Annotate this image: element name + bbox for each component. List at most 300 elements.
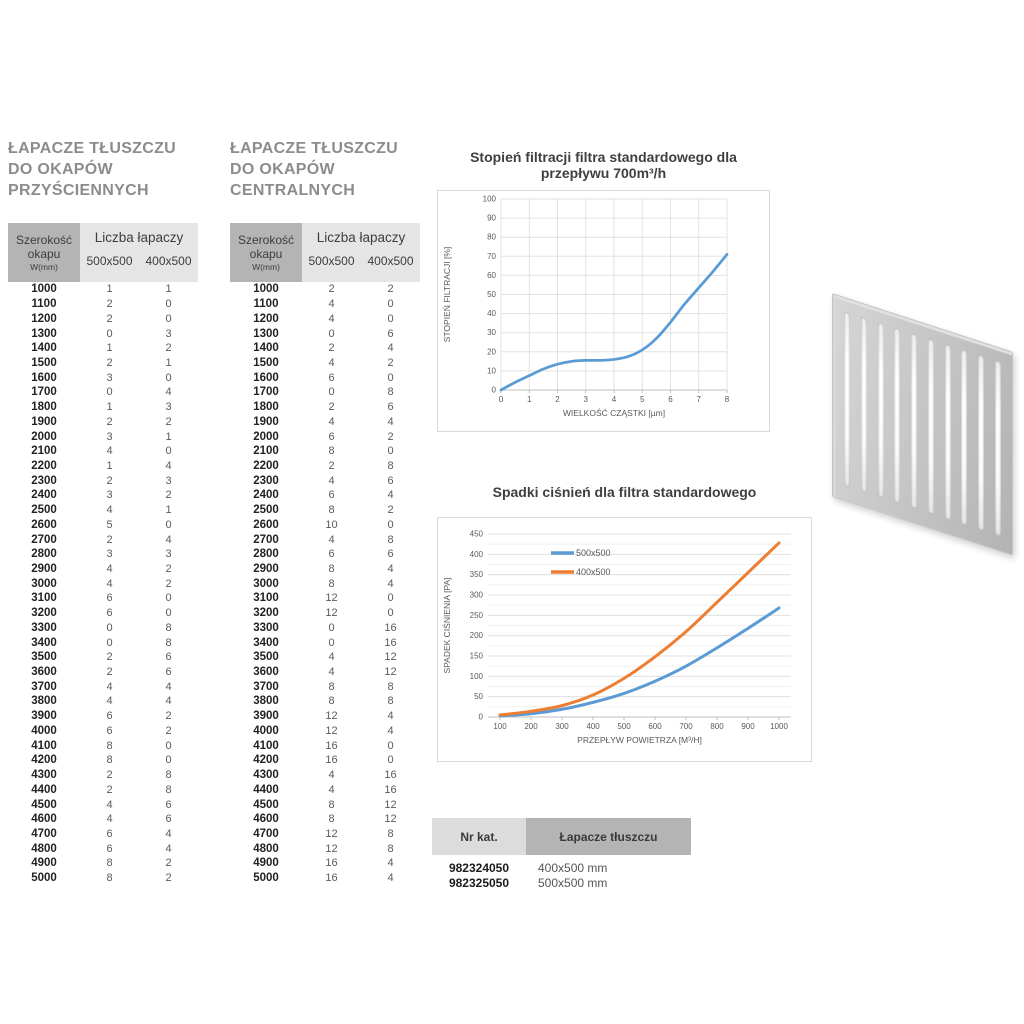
catcher-count-cell: 16: [384, 621, 397, 634]
table-row: [8, 856, 198, 871]
table-row: [8, 621, 198, 636]
svg-text:4: 4: [611, 395, 617, 404]
catcher-count-cell: 0: [387, 754, 394, 767]
hood-width-cell: 4500: [31, 798, 57, 811]
hood-width-cell: 4300: [31, 769, 57, 782]
table-row: [8, 576, 198, 591]
filter-baffle-slot: [894, 327, 900, 504]
table-row: [8, 797, 198, 812]
hood-width-cell: 1000: [31, 283, 57, 296]
text-line: 500x500: [86, 254, 133, 268]
catcher-count-cell: 4: [106, 563, 113, 576]
hood-width-cell: 1600: [253, 371, 279, 384]
catcher-count-cell: 12: [325, 724, 338, 737]
svg-text:350: 350: [469, 570, 483, 580]
catcher-count-cell: 16: [325, 739, 338, 752]
catcher-count-cell: 12: [325, 607, 338, 620]
catcher-count-cell: 0: [165, 518, 172, 531]
text-line: okapu: [249, 246, 283, 261]
chart1-svg: [438, 191, 769, 431]
hood-width-cell: 2200: [31, 459, 57, 472]
hood-width-cell: 3300: [253, 621, 279, 634]
catalog-number-table: [432, 818, 691, 890]
table-row: [8, 635, 198, 650]
catcher-size: 400x500 mm: [538, 860, 608, 875]
catcher-count-cell: 8: [106, 739, 113, 752]
svg-text:200: 200: [469, 631, 483, 641]
catcher-count-cell: 2: [165, 710, 172, 723]
hood-width-cell: 1500: [31, 356, 57, 369]
catcher-count-cell: 12: [384, 798, 397, 811]
hood-width-cell: 4600: [31, 813, 57, 826]
catcher-count-cell: 12: [325, 842, 338, 855]
table-row: [230, 871, 420, 886]
catcher-count-cell: 6: [387, 401, 394, 414]
catcher-count-cell: 8: [387, 386, 394, 399]
table-row: [8, 473, 198, 488]
table-central-hoods-title: [230, 138, 420, 201]
hood-width-cell: 1400: [31, 342, 57, 355]
catcher-count-cell: 1: [165, 283, 172, 296]
catcher-count-cell: 2: [106, 783, 113, 796]
table-row: [8, 782, 198, 797]
table-row: [230, 665, 420, 680]
catcher-count-cell: 8: [165, 783, 172, 796]
catalog-number-header: Nr kat.: [432, 818, 526, 855]
catcher-count-cell: 0: [165, 312, 172, 325]
hood-width-cell: 2300: [253, 474, 279, 487]
text-line: ŁAPACZE TŁUSZCZU: [8, 140, 177, 157]
table-row: [8, 665, 198, 680]
hood-width-cell: 1700: [253, 386, 279, 399]
table-row: [230, 591, 420, 606]
table-row: [230, 709, 420, 724]
catcher-count-cell: 8: [328, 577, 335, 590]
catcher-count-cell: 1: [165, 504, 172, 517]
table-central-hoods-header: [230, 223, 420, 282]
table-row: [230, 518, 420, 533]
table-central-hoods: [230, 138, 420, 885]
hood-width-cell: 3500: [253, 651, 279, 664]
text-line: 400x500: [367, 254, 414, 268]
catcher-count-cell: 4: [328, 356, 335, 369]
hood-width-cell: 1900: [31, 415, 57, 428]
text-line: W(mm): [30, 261, 58, 272]
table-row: [230, 650, 420, 665]
hood-width-cell: 1100: [31, 298, 57, 311]
catcher-count-cell: 1: [106, 283, 113, 296]
catcher-count-cell: 12: [384, 651, 397, 664]
table-row: [230, 297, 420, 312]
catcher-count-cell: 2: [165, 415, 172, 428]
catcher-count-cell: 2: [328, 459, 335, 472]
catcher-count-cell: 2: [328, 283, 335, 296]
catcher-count-cell: 4: [387, 489, 394, 502]
table-row: [230, 547, 420, 562]
catcher-count-cell: 2: [328, 342, 335, 355]
catcher-count-cell: 1: [165, 356, 172, 369]
catcher-count-cell: 1: [106, 342, 113, 355]
catcher-count-cell: 0: [328, 636, 335, 649]
table-row: [230, 738, 420, 753]
catcher-count-cell: 2: [106, 356, 113, 369]
hood-width-cell: 2400: [31, 489, 57, 502]
hood-width-cell: 4700: [253, 827, 279, 840]
baffle-grease-filter-image: [832, 293, 1013, 556]
table-row: [8, 503, 198, 518]
catcher-count-cell: 0: [165, 592, 172, 605]
table-row: [8, 444, 198, 459]
catcher-count-cell: 6: [165, 666, 172, 679]
svg-text:80: 80: [487, 232, 496, 242]
hood-width-cell: 3100: [31, 592, 57, 605]
hood-width-cell: 1400: [253, 342, 279, 355]
catcher-count-cell: 0: [106, 386, 113, 399]
catcher-count-cell: 4: [387, 415, 394, 428]
hood-width-cell: 3800: [31, 695, 57, 708]
svg-text:0: 0: [491, 385, 496, 395]
svg-text:90: 90: [487, 213, 496, 223]
hood-width-cell: 1200: [253, 312, 279, 325]
catcher-count-cell: 0: [165, 754, 172, 767]
hood-width-cell: 1100: [253, 298, 279, 311]
table-row: [230, 459, 420, 474]
catcher-count-cell: 12: [384, 813, 397, 826]
catcher-count-cell: 4: [106, 695, 113, 708]
table-row: [8, 370, 198, 385]
catcher-count-cell: 6: [106, 842, 113, 855]
hood-width-cell: 4400: [31, 783, 57, 796]
hood-width-cell: 4400: [253, 783, 279, 796]
catcher-count-cell: 2: [165, 489, 172, 502]
catcher-count-cell: 0: [106, 327, 113, 340]
catcher-count-cell: 4: [328, 533, 335, 546]
catcher-count-cell: 8: [387, 680, 394, 693]
table-row: [230, 812, 420, 827]
catcher-size: 500x500 mm: [538, 875, 608, 890]
table-row: [230, 400, 420, 415]
table-row: [230, 562, 420, 577]
catcher-count-cell: 5: [106, 518, 113, 531]
catcher-count-cell: 8: [328, 445, 335, 458]
table-row: [8, 385, 198, 400]
svg-text:50: 50: [474, 692, 483, 702]
table-row: [230, 679, 420, 694]
text-line: Szerokość: [15, 232, 73, 247]
catcher-count-cell: 16: [384, 636, 397, 649]
svg-text:0: 0: [478, 712, 483, 722]
catcher-count-cell: 4: [106, 504, 113, 517]
catcher-count-cell: 8: [387, 533, 394, 546]
catcher-count-cell: 4: [106, 813, 113, 826]
catcher-count-group-label: Liczba łapaczy: [94, 230, 184, 245]
hood-width-cell: 2300: [31, 474, 57, 487]
table-row: [8, 341, 198, 356]
table-row: [230, 385, 420, 400]
catcher-count-cell: 4: [387, 710, 394, 723]
catcher-count-cell: 6: [328, 489, 335, 502]
catcher-count-cell: 8: [328, 813, 335, 826]
hood-width-cell: 3400: [253, 636, 279, 649]
table-row: [230, 724, 420, 739]
catcher-count-cell: 6: [165, 813, 172, 826]
svg-text:0: 0: [498, 395, 504, 404]
hood-width-cell: 1800: [253, 401, 279, 414]
catcher-count-cell: 2: [387, 283, 394, 296]
catcher-count-cell: 6: [165, 798, 172, 811]
svg-text:100: 100: [482, 194, 496, 204]
hood-width-cell: 1600: [31, 371, 57, 384]
hood-width-cell: 1800: [31, 401, 57, 414]
catcher-count-cell: 4: [328, 312, 335, 325]
catcher-count-cell: 12: [325, 710, 338, 723]
catcher-count-cell: 12: [384, 666, 397, 679]
catcher-count-cell: 8: [328, 680, 335, 693]
catcher-count-cell: 2: [165, 724, 172, 737]
svg-text:50: 50: [487, 290, 496, 299]
catcher-count-cell: 2: [106, 312, 113, 325]
catcher-count-cell: 0: [165, 298, 172, 311]
table-row: [8, 812, 198, 827]
catcher-count-cell: 4: [387, 872, 394, 885]
catcher-count-cell: 4: [328, 474, 335, 487]
table-row: [8, 724, 198, 739]
catcher-count-cell: 1: [106, 401, 113, 414]
svg-text:800: 800: [710, 722, 724, 731]
catcher-count-cell: 4: [387, 563, 394, 576]
svg-text:5: 5: [640, 395, 645, 404]
table-row: [230, 621, 420, 636]
svg-text:200: 200: [524, 722, 538, 731]
catcher-count-cell: 8: [165, 636, 172, 649]
hood-width-cell: 3500: [31, 651, 57, 664]
hood-width-cell: 1900: [253, 415, 279, 428]
hood-width-cell: 3200: [31, 607, 57, 620]
svg-text:1000: 1000: [770, 722, 788, 731]
catcher-count-cell: 2: [106, 415, 113, 428]
hood-width-cell: 2900: [31, 563, 57, 576]
catcher-count-cell: 2: [106, 666, 113, 679]
text-line: 400x500: [145, 254, 192, 268]
table-row: [8, 414, 198, 429]
table-row: [230, 282, 420, 297]
hood-width-cell: 2100: [31, 445, 57, 458]
catcher-count-cell: 2: [387, 504, 394, 517]
text-line: ŁAPACZE TŁUSZCZU: [230, 140, 399, 157]
filtration-chart: [437, 190, 770, 432]
table-row: [230, 797, 420, 812]
hood-width-cell: 3200: [253, 607, 279, 620]
catcher-count-cell: 0: [165, 371, 172, 384]
catcher-count-cell: 0: [387, 607, 394, 620]
catcher-count-cell: 4: [387, 857, 394, 870]
chart2-svg: [438, 518, 811, 761]
table-row: [230, 341, 420, 356]
svg-text:SPADEK CIŚNIENIA [PA]: SPADEK CIŚNIENIA [PA]: [442, 577, 452, 674]
catcher-count-cell: 0: [328, 386, 335, 399]
catcher-count-cell: 2: [106, 298, 113, 311]
table-row: [8, 547, 198, 562]
hood-width-cell: 4100: [253, 739, 279, 752]
table-row: [8, 841, 198, 856]
hood-width-cell: 3000: [253, 577, 279, 590]
hood-width-cell: 4900: [31, 857, 57, 870]
catcher-count-cell: 8: [165, 621, 172, 634]
catcher-count-cell: 8: [328, 504, 335, 517]
hood-width-cell: 2500: [31, 504, 57, 517]
catalog-table-rows: [432, 860, 691, 890]
hood-width-cell: 3300: [31, 621, 57, 634]
filtration-chart-title: Stopień filtracji filtra standardowego dla przepływu 700m³/h: [470, 149, 737, 181]
hood-width-cell: 2900: [253, 563, 279, 576]
table-row: [230, 473, 420, 488]
hood-width-cell: 4800: [31, 842, 57, 855]
catalog-table-header: [432, 818, 691, 855]
catcher-count-cell: 4: [165, 827, 172, 840]
hood-width-cell: 4300: [253, 769, 279, 782]
hood-width-cell: 2600: [31, 518, 57, 531]
catcher-count-cell: 4: [328, 769, 335, 782]
svg-text:60: 60: [487, 270, 496, 280]
table-row: [8, 753, 198, 768]
catcher-count-cell: 6: [328, 430, 335, 443]
svg-text:8: 8: [724, 395, 730, 404]
table-row: [8, 459, 198, 474]
filter-baffle-slot: [861, 316, 867, 493]
table-row: [8, 768, 198, 783]
filter-baffle-slot: [978, 354, 984, 531]
filter-baffle-slot: [961, 349, 967, 526]
hood-width-cell: 4200: [253, 754, 279, 767]
table-row: [8, 282, 198, 297]
table-row: [230, 356, 420, 371]
svg-text:900: 900: [741, 722, 755, 731]
hood-width-cell: 1700: [31, 386, 57, 399]
col-hood-width-header: [230, 223, 302, 282]
svg-text:100: 100: [493, 722, 507, 731]
catcher-count-cell: 2: [165, 857, 172, 870]
table-row: [230, 488, 420, 503]
catcher-count-cell: 2: [165, 342, 172, 355]
catcher-count-cell: 0: [165, 739, 172, 752]
table-wall-hoods: [8, 138, 198, 885]
catcher-count-cell: 4: [165, 680, 172, 693]
hood-width-cell: 4100: [31, 739, 57, 752]
hood-width-cell: 2000: [31, 430, 57, 443]
table-row: [230, 694, 420, 709]
svg-text:300: 300: [555, 722, 569, 731]
catcher-count-cell: 4: [165, 459, 172, 472]
catcher-count-cell: 4: [106, 680, 113, 693]
catcher-count-cell: 6: [387, 548, 394, 561]
table-row: [8, 562, 198, 577]
hood-width-cell: 4700: [31, 827, 57, 840]
hood-width-cell: 4200: [31, 754, 57, 767]
text-line: CENTRALNYCH: [230, 182, 356, 199]
hood-width-cell: 2000: [253, 430, 279, 443]
catcher-count-cell: 0: [387, 312, 394, 325]
table-row: [8, 679, 198, 694]
hood-width-cell: 1500: [253, 356, 279, 369]
table-row: [8, 518, 198, 533]
catcher-count-cell: 4: [165, 386, 172, 399]
col-catcher-count-header: [80, 223, 198, 282]
svg-text:400: 400: [469, 549, 483, 559]
svg-text:400: 400: [586, 722, 600, 731]
hood-width-cell: 3000: [31, 577, 57, 590]
hood-width-cell: 3100: [253, 592, 279, 605]
text-line: W(mm): [252, 261, 280, 272]
catcher-count-cell: 8: [387, 695, 394, 708]
table-row: [8, 532, 198, 547]
table-row: [230, 532, 420, 547]
svg-text:3: 3: [583, 395, 588, 404]
catcher-count-cell: 16: [325, 872, 338, 885]
catcher-count-cell: 8: [387, 459, 394, 472]
text-line: DO OKAPÓW: [8, 161, 113, 178]
table-row: [230, 827, 420, 842]
pressure-drop-chart: [437, 517, 812, 762]
catcher-count-cell: 3: [165, 548, 172, 561]
table-row: [230, 782, 420, 797]
catcher-count-cell: 4: [165, 533, 172, 546]
table-central-hoods-rows: [230, 282, 420, 885]
svg-text:1: 1: [527, 395, 532, 404]
catcher-count-cell: 3: [106, 489, 113, 502]
catcher-count-cell: 4: [328, 415, 335, 428]
catcher-count-cell: 2: [106, 769, 113, 782]
svg-text:450: 450: [469, 529, 483, 539]
hood-width-cell: 4800: [253, 842, 279, 855]
legend-label: 400x500: [576, 567, 611, 577]
table-row: [230, 606, 420, 621]
catcher-count-cell: 6: [328, 371, 335, 384]
table-row: [230, 635, 420, 650]
hood-width-cell: 1000: [253, 283, 279, 296]
svg-text:STOPIEŃ FILTRACJI [%]: STOPIEŃ FILTRACJI [%]: [442, 246, 452, 343]
hood-width-cell: 3900: [31, 710, 57, 723]
catcher-count-cell: 6: [106, 827, 113, 840]
catcher-count-cell: 2: [106, 533, 113, 546]
catcher-count-cell: 1: [106, 459, 113, 472]
catcher-count-cell: 4: [328, 666, 335, 679]
hood-width-cell: 5000: [253, 872, 279, 885]
hood-width-cell: 4500: [253, 798, 279, 811]
text-line: Szerokość: [237, 232, 295, 247]
catcher-count-cell: 4: [328, 783, 335, 796]
filter-baffle-slot: [911, 333, 917, 510]
table-row: [8, 709, 198, 724]
hood-width-cell: 3600: [31, 666, 57, 679]
svg-text:10: 10: [487, 366, 496, 376]
table-row: [230, 414, 420, 429]
catcher-count-cell: 6: [106, 724, 113, 737]
svg-text:30: 30: [487, 328, 496, 338]
catcher-count-cell: 6: [106, 710, 113, 723]
table-row: [8, 326, 198, 341]
hood-width-cell: 4900: [253, 857, 279, 870]
grease-catcher-header: Łapacze tłuszczu: [526, 818, 691, 855]
filter-baffle-slot: [844, 311, 850, 488]
svg-text:7: 7: [696, 395, 701, 404]
col-catcher-count-header: [302, 223, 420, 282]
svg-text:6: 6: [668, 395, 673, 404]
hood-width-cell: 3700: [253, 680, 279, 693]
hood-width-cell: 2400: [253, 489, 279, 502]
hood-width-cell: 2500: [253, 504, 279, 517]
catcher-count-cell: 0: [106, 636, 113, 649]
catcher-count-cell: 6: [387, 474, 394, 487]
